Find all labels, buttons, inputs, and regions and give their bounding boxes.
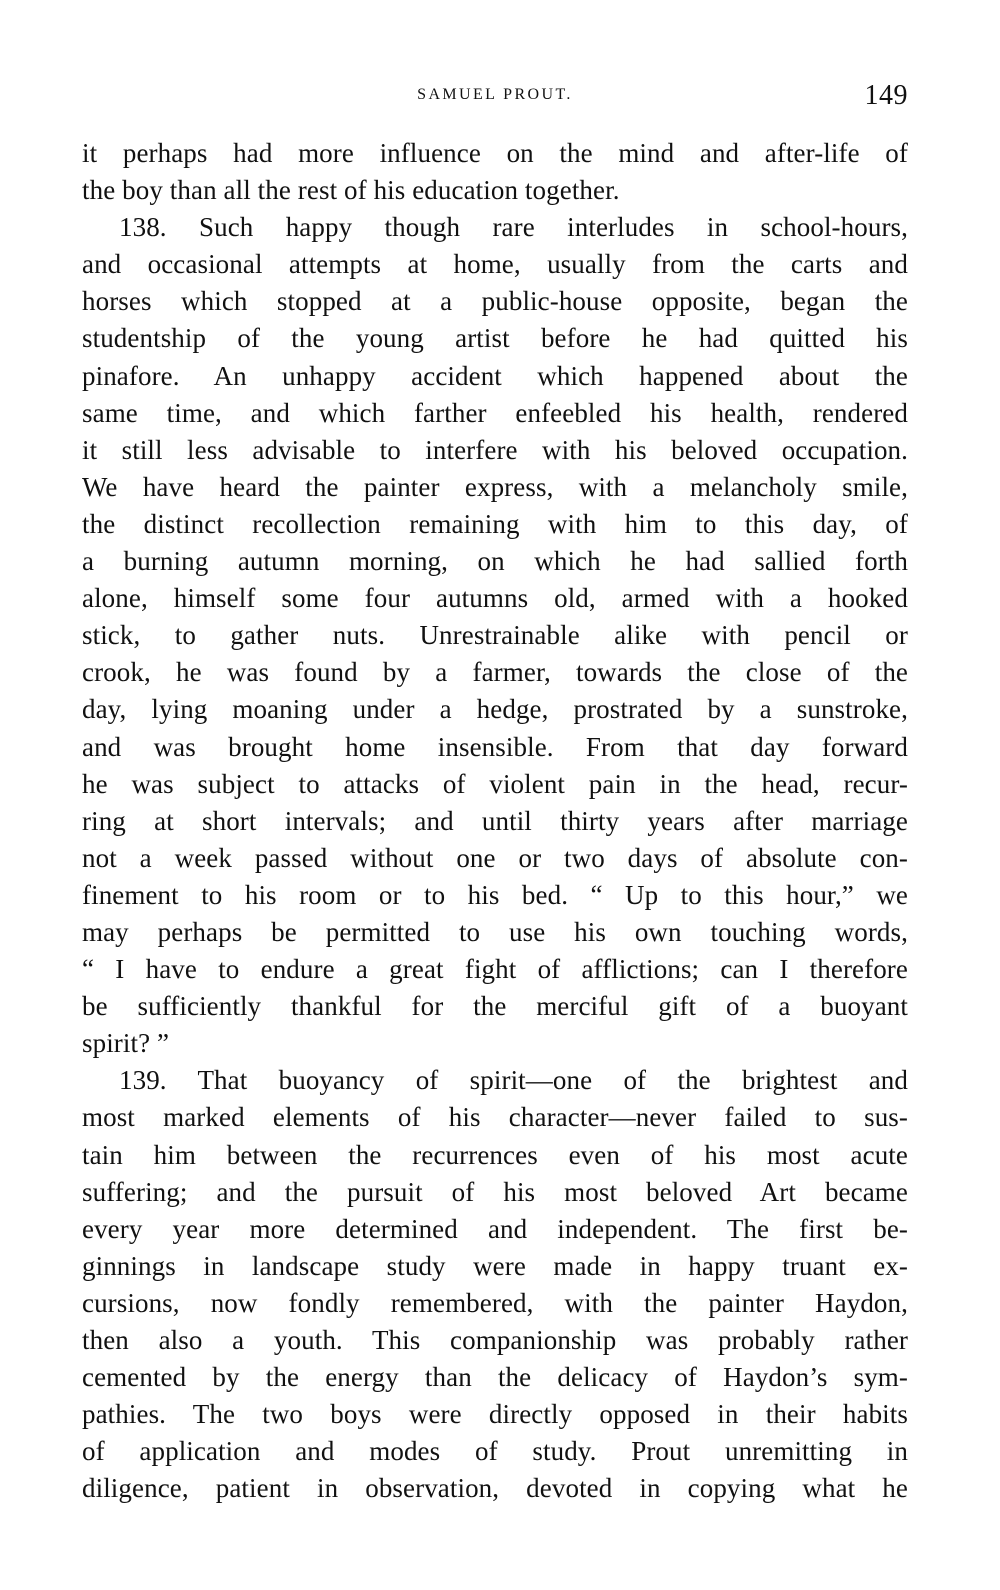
page-number: 149	[864, 80, 908, 111]
running-title: SAMUEL PROUT.	[417, 86, 573, 103]
text-line: stick, to gather nuts. Unrestrainable alike with pencil or	[82, 620, 908, 651]
text-line: horses which stopped at a public-house opposite, began the	[82, 286, 908, 317]
text-line: he was subject to attacks of violent pain in the head, recur-	[82, 768, 908, 799]
text-line: “ I have to endure a great fight of afflictions; can I therefore	[82, 954, 908, 985]
text-line: a burning autumn morning, on which he had sallied forth	[82, 546, 908, 577]
body-text	[82, 135, 908, 1507]
text-line: pinafore. An unhappy accident which happened about the	[82, 360, 908, 391]
text-line: day, lying moaning under a hedge, prostrated by a sunstroke,	[82, 694, 908, 725]
text-line: cemented by the energy than the delicacy of Haydon’s sym-	[82, 1362, 908, 1393]
text-line: then also a youth. This companionship was probably rather	[82, 1325, 908, 1355]
text-line: alone, himself some four autumns old, armed with a hooked	[82, 583, 908, 614]
text-line: crook, he was found by a farmer, towards the close of the	[82, 657, 908, 688]
paragraph-start-line: 139. That buoyancy of spirit—one of the brightest and	[119, 1065, 908, 1096]
text-line: ginnings in landscape study were made in happy truant ex-	[82, 1250, 908, 1281]
text-line: every year more determined and independent. The first be-	[82, 1213, 908, 1244]
text-line: pathies. The two boys were directly opposed in their habits	[82, 1399, 908, 1430]
text-line: diligence, patient in observation, devoted in copying what he	[82, 1473, 908, 1504]
text-line: it perhaps had more influence on the mind and after-life of	[82, 138, 908, 168]
text-line: finement to his room or to his bed. “ Up to this hour,” we	[82, 879, 908, 910]
text-line: spirit? ”	[82, 1028, 170, 1059]
text-line: cursions, now fondly remembered, with the painter Haydon,	[82, 1287, 908, 1318]
text-line: it still less advisable to interfere with his beloved occupation.	[82, 434, 908, 465]
text-line: tain him between the recurrences even of his most acute	[82, 1139, 908, 1170]
text-line: most marked elements of his character—never failed to sus-	[82, 1102, 908, 1133]
text-line: ring at short intervals; and until thirty years after marriage	[82, 805, 908, 836]
text-line: We have heard the painter express, with a melancholy smile,	[82, 471, 908, 502]
text-line: the distinct recollection remaining with him to this day, of	[82, 508, 908, 539]
running-head	[82, 80, 908, 110]
text-line: and occasional attempts at home, usually from the carts and	[82, 249, 908, 280]
text-line: of application and modes of study. Prout unremitting in	[82, 1436, 908, 1467]
text-line: studentship of the young artist before he had quitted his	[82, 323, 908, 354]
text-line: be sufficiently thankful for the merciful gift of a buoyant	[82, 991, 908, 1022]
text-line: same time, and which farther enfeebled his health, rendered	[82, 397, 908, 428]
text-line: and was brought home insensible. From that day forward	[82, 731, 908, 762]
text-line: not a week passed without one or two days of absolute con-	[82, 842, 908, 873]
paragraph-start-line: 138. Such happy though rare interludes in school-hours,	[119, 212, 908, 243]
text-line: the boy than all the rest of his education together.	[82, 175, 620, 206]
text-line: suffering; and the pursuit of his most beloved Art became	[82, 1176, 908, 1207]
text-line: may perhaps be permitted to use his own touching words,	[82, 916, 908, 947]
